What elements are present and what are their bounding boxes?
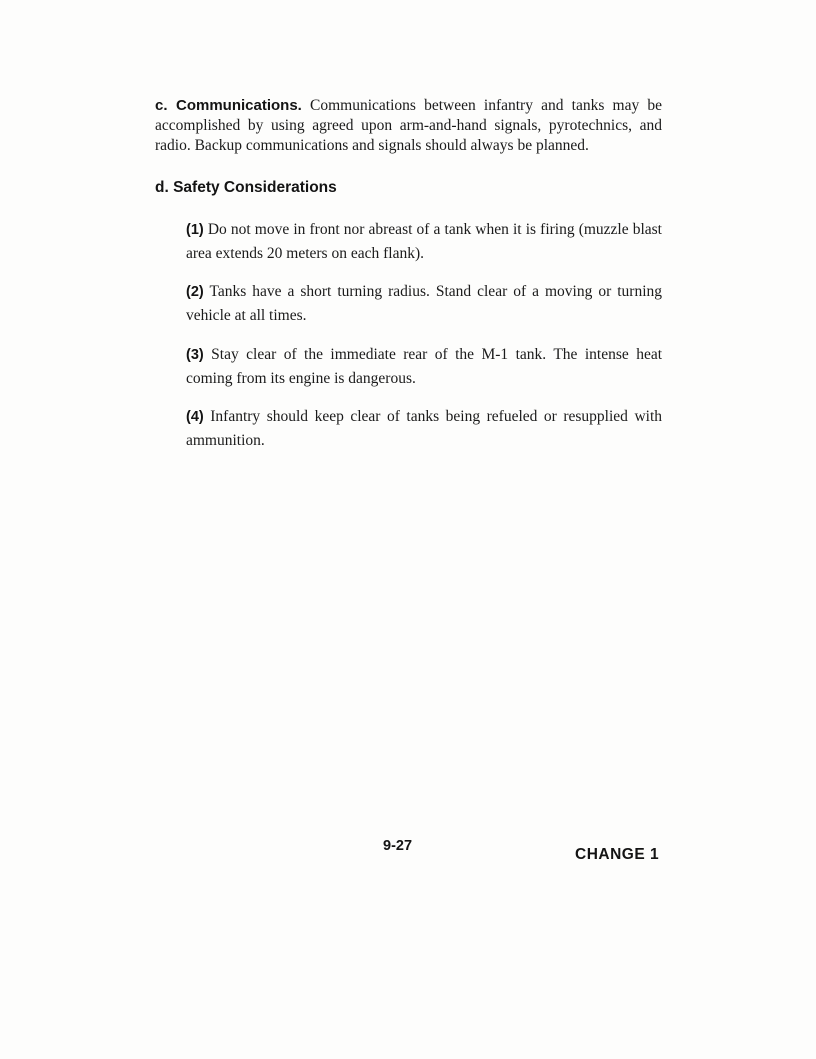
safety-item <box>186 218 662 265</box>
paragraph-c-title: Communications. <box>175 96 302 114</box>
item-number: (2) <box>186 284 204 300</box>
section-d-label: d. <box>155 178 169 196</box>
manual-page <box>155 80 662 464</box>
item-text: Tanks have a short turning radius. Stand clear of a moving or turning vehicle at all times. <box>186 283 662 324</box>
safety-item <box>186 343 662 390</box>
safety-item <box>186 280 662 327</box>
paragraph-communications <box>155 96 662 156</box>
item-number: (3) <box>186 346 204 363</box>
paragraph-c-label: c. <box>155 96 168 114</box>
item-number: (1) <box>186 221 204 238</box>
section-d-title: Safety Considerations <box>173 178 337 196</box>
item-text: Infantry should keep clear of tanks being refueled or resupplied with ammunition. <box>186 408 663 449</box>
item-text: Do not move in front nor abreast of a tank when it is firing (muzzle blast area extends 20 meters on each flank). <box>186 220 662 262</box>
safety-item <box>186 405 662 452</box>
change-notice: CHANGE 1 <box>575 846 660 863</box>
safety-items-list <box>155 218 662 453</box>
item-text: Stay clear of the immediate rear of the M-1 tank. The intense heat coming from its engine is dangerous. <box>186 345 663 387</box>
paragraph-c-heading <box>155 97 302 114</box>
page-number: 9-27 <box>383 838 413 854</box>
section-d-heading <box>155 179 662 197</box>
paragraph-c-body: Communications between infantry and tanks may be accomplished by using agreed upon arm-and-hand signals, pyrotechnics, and radio. Backup communications and signals should always be planned. <box>155 96 663 154</box>
item-number: (4) <box>186 409 204 425</box>
